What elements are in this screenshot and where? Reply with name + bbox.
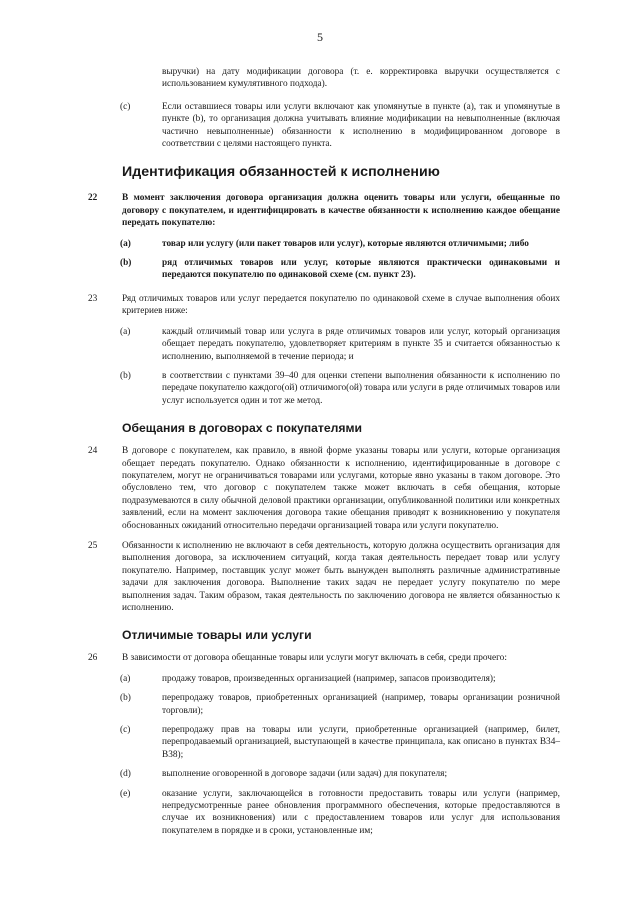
paragraph-number: 25: [88, 540, 98, 551]
paragraph-number: 22: [88, 193, 98, 204]
paragraph-text: В момент заключения договора организация должна оценить товары или услуги, обещанные по договору с покупателем, и идентифицировать в качестве обязанности к исполнению каждое обещание передать покупателю:: [122, 193, 560, 229]
item-text: продажу товаров, произведенных организацией (например, запасов производителя);: [162, 673, 496, 684]
list-item: [120, 692, 560, 717]
list-item: [120, 370, 560, 407]
item-label: (a): [120, 326, 131, 337]
list-item: [120, 326, 560, 363]
list-item: [120, 788, 560, 838]
item-label: (d): [120, 769, 131, 780]
item-text: товар или услугу (или пакет товаров или услуг), которые являются отличимыми; либо: [162, 238, 529, 249]
item-label: (b): [120, 693, 131, 704]
paragraph-text: В зависимости от договора обещанные товары или услуги могут включать в себя, среди прочего:: [122, 653, 507, 664]
item-label: (c): [120, 725, 131, 736]
item-label: (a): [120, 673, 131, 684]
continuation-text: выручки) на дату модификации договора (т. е. корректировка выручки осуществляется с использованием кумулятивного подхода).: [162, 67, 560, 90]
section-heading: Отличимые товары или услуги: [122, 628, 312, 643]
item-label: (b): [120, 370, 131, 381]
list-item: [120, 257, 560, 282]
item-text: каждый отличимый товар или услуга в ряде отличимых товаров или услуг, который организация обещает передать покупателю, удовлетворяет критериям в пункте 35 и считается обязанностью к исполнению, выполняемой в течение периода; и: [162, 326, 560, 362]
paragraph-22: [88, 192, 560, 229]
paragraph-text: В договоре с покупателем, как правило, в явной форме указаны товары или услуги, которые организация обещает передать покупателю. Однако обязанности к исполнению, идентифицированные в договоре с покупателем, могут не ограничиваться товарами или услугами, которые явно указаны в таком договоре. Это обусловлено тем, что договор с покупателем также может включать в себя обещания, которые подразумеваются в силу обычной деловой практики организации, опубликованной политики или конкретных заявлений, если на момент заключения договора такие обещания приводят к возникновению у покупателя обоснованных ожиданий относительно передачи организацией товара или услуги покупателю.: [122, 446, 560, 531]
section-heading: Обещания в договорах с покупателями: [122, 421, 363, 436]
paragraph-text: Обязанности к исполнению не включают в себя деятельность, которую должна осуществить организация для выполнения договора, за исключением ситуаций, когда такая деятельность передает товар или услугу покупателю. Например, поставщик услуг может быть вынужден выполнять различные административные задачи для заключения договора. Выполнение таких задач не передает услугу покупателю по мере выполнения задач. Таким образом, такая деятельность по заключению договора не является обязанностью к исполнению.: [122, 540, 560, 613]
paragraph-text: Ряд отличимых товаров или услуг передается покупателю по одинаковой схеме в случае выполнения обоих критериев ниже:: [122, 293, 560, 317]
list-item: [120, 673, 560, 685]
page-content: [0, 66, 640, 844]
item-label: (e): [120, 788, 131, 799]
section-heading: Идентификация обязанностей к исполнению: [122, 164, 440, 181]
list-item: [120, 101, 560, 151]
item-label: (b): [120, 258, 132, 269]
paragraph-number: 26: [88, 653, 98, 664]
paragraph-26: [88, 652, 560, 664]
paragraph-25: [88, 540, 560, 614]
list-item: [120, 724, 560, 761]
item-text: оказание услуги, заключающейся в готовности предоставить товары или услуги (например, непредусмотренные ранее обновления программного обеспечения, которые предоставляются в случае их возникновения) или с предоставлением товаров или услуг для использования покупателем в порядке и в сроки, установленные им;: [162, 788, 560, 836]
item-text: в соответствии с пунктами 39–40 для оценки степени выполнения обязанности к исполнению по передаче покупателю каждого(ой) отличимого(ой) товара или услуги в ряде отличимых товаров или услуг используется один и тот же метод.: [162, 370, 560, 406]
item-text: ряд отличимых товаров или услуг, которые являются практически одинаковыми и передаются покупателю по одинаковой схеме (см. пункт 23).: [162, 258, 560, 281]
list-item: [120, 768, 560, 780]
paragraph-23: [88, 293, 560, 318]
paragraph-24: [88, 445, 560, 532]
item-text: перепродажу прав на товары или услуги, приобретенные организацией (например, билет, перепродаваемый организацией, выступающей в качестве принципала, как описано в пунктах B34–B38);: [162, 725, 560, 760]
item-text: перепродажу товаров, приобретенных организацией (например, товары организации розничной торговли);: [162, 693, 560, 716]
page-number: 5: [317, 30, 323, 44]
list-item: [120, 238, 560, 250]
paragraph-number: 23: [88, 293, 98, 304]
item-label: (c): [120, 101, 131, 112]
item-text: выполнение оговоренной в договоре задачи (или задач) для покупателя;: [162, 769, 448, 780]
item-label: (a): [120, 238, 131, 249]
paragraph-number: 24: [88, 446, 98, 457]
item-text: Если оставшиеся товары или услуги включают как упомянутые в пункте (a), так и упомянутые в пункте (b), то организация должна учитывать влияние модификации на невыполненные (включая частично невыполненные) обязанности к исполнению в модифицированном договоре в соответствии с целями настоящего пункта.: [162, 101, 560, 150]
